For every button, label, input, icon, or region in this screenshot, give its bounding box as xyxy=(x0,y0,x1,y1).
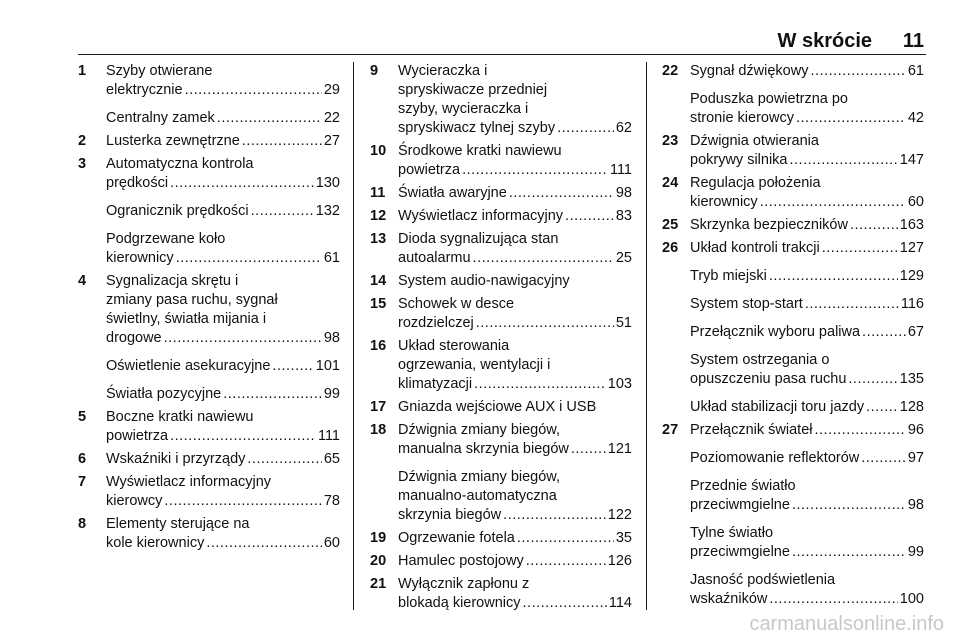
entry-text-line: Schowek w desce xyxy=(398,296,515,312)
entry-page-line xyxy=(106,202,340,221)
entry-text: kierownicy xyxy=(106,250,174,266)
entry-page-line xyxy=(106,81,340,100)
entry-number: 15 xyxy=(370,296,387,312)
entry-page-line xyxy=(690,267,924,286)
index-entry xyxy=(662,449,924,468)
index-entry xyxy=(78,132,340,151)
entry-page-line xyxy=(690,370,924,389)
entry-page-line xyxy=(398,184,632,203)
entry-text-line: Regulacja położenia xyxy=(690,175,821,191)
entry-text: drogowe xyxy=(106,330,162,346)
column-divider xyxy=(646,62,647,610)
index-entry xyxy=(662,174,924,212)
leader-dots xyxy=(810,62,905,81)
entry-text: Poziomowanie reflektorów xyxy=(690,450,860,466)
entry-number: 7 xyxy=(78,474,87,490)
leader-dots xyxy=(796,109,906,128)
entry-page-line xyxy=(690,151,924,170)
index-entry xyxy=(370,337,632,394)
leader-dots xyxy=(792,543,906,562)
entry-text: powietrza xyxy=(398,162,461,178)
leader-dots xyxy=(509,184,614,203)
index-entry xyxy=(370,207,632,226)
entry-number: 13 xyxy=(370,231,387,247)
entry-text: skrzynia biegów xyxy=(398,507,502,523)
index-entry xyxy=(662,216,924,235)
entry-page-line xyxy=(690,323,924,342)
index-entry xyxy=(370,184,632,203)
entry-page-line xyxy=(106,109,340,128)
entry-text: Układ kontroli trakcji xyxy=(690,240,820,256)
leader-dots xyxy=(170,174,314,193)
entry-text-line: Układ sterowania xyxy=(398,338,510,354)
entry-number: 27 xyxy=(662,422,679,438)
entry-text-line: spryskiwacze przedniej xyxy=(398,82,548,98)
entry-page-line xyxy=(690,239,924,258)
entry-text: Tryb miejski xyxy=(690,268,767,284)
entry-text-line: Boczne kratki nawiewu xyxy=(106,409,254,425)
index-entry xyxy=(370,552,632,571)
entry-text-line: Tylne światło xyxy=(690,525,774,541)
index-entry xyxy=(78,450,340,469)
entry-number: 14 xyxy=(370,273,387,289)
leader-dots xyxy=(473,249,614,268)
entry-text: Układ stabilizacji toru jazdy xyxy=(690,399,865,415)
entry-text: klimatyzacji xyxy=(398,376,473,392)
entry-page-line xyxy=(398,119,632,138)
leader-dots xyxy=(866,398,898,417)
index-entry xyxy=(662,132,924,170)
entry-page-ref: 99 xyxy=(323,386,340,402)
entry-page-ref: 101 xyxy=(315,358,340,374)
entry-text-line: System audio-nawigacyjny xyxy=(398,273,570,289)
entry-text-line: Przednie światło xyxy=(690,478,796,494)
entry-text-line: ogrzewania, wentylacji i xyxy=(398,357,551,373)
entry-page-ref: 127 xyxy=(899,240,924,256)
entry-text-line: Środkowe kratki nawiewu xyxy=(398,143,562,159)
entry-page-line xyxy=(398,375,632,394)
index-entry xyxy=(78,202,340,221)
page-header xyxy=(78,26,926,55)
entry-text: Przełącznik wyboru paliwa xyxy=(690,324,861,340)
index-entry xyxy=(370,230,632,268)
index-entry xyxy=(78,109,340,128)
entry-text: Oświetlenie asekuracyjne xyxy=(106,358,271,374)
column-divider xyxy=(353,62,354,610)
entry-page-ref: 27 xyxy=(323,133,340,149)
entry-page-line xyxy=(398,506,632,525)
entry-page-ref: 67 xyxy=(907,324,924,340)
entry-number: 25 xyxy=(662,217,679,233)
entry-page-ref: 111 xyxy=(609,162,632,178)
entry-number: 22 xyxy=(662,63,679,79)
entry-text: elektrycznie xyxy=(106,82,183,98)
entry-text: Ogrzewanie fotela xyxy=(398,530,515,546)
entry-number: 9 xyxy=(370,63,379,79)
entry-page-ref: 98 xyxy=(323,330,340,346)
entry-number: 4 xyxy=(78,273,87,289)
entry-page-ref: 83 xyxy=(615,208,632,224)
entry-text: manualna skrzynia biegów xyxy=(398,441,569,457)
leader-dots xyxy=(571,440,606,459)
entry-page-ref: 122 xyxy=(607,507,632,523)
leader-dots xyxy=(760,193,906,212)
leader-dots xyxy=(251,202,314,221)
entry-text-line: zmiany pasa ruchu, sygnał xyxy=(106,292,278,308)
index-entry xyxy=(78,515,340,553)
leader-dots xyxy=(474,375,606,394)
entry-page-ref: 60 xyxy=(907,194,924,210)
index-entry xyxy=(370,272,632,291)
entry-text: Wyświetlacz informacyjny xyxy=(398,208,564,224)
entry-page-ref: 126 xyxy=(607,553,632,569)
entry-text-line: szyby, wycieraczka i xyxy=(398,101,529,117)
entry-page-line xyxy=(690,398,924,417)
entry-page-line xyxy=(690,216,924,235)
index-entry xyxy=(370,529,632,548)
leader-dots xyxy=(861,449,906,468)
entry-page-line xyxy=(398,314,632,333)
leader-dots xyxy=(769,590,897,609)
entry-text-line: Wycieraczka i xyxy=(398,63,488,79)
index-entry xyxy=(662,571,924,609)
entry-page-ref: 22 xyxy=(323,110,340,126)
entry-text: Skrzynka bezpieczników xyxy=(690,217,848,233)
leader-dots xyxy=(476,314,614,333)
entry-page-ref: 130 xyxy=(315,175,340,191)
entry-number: 17 xyxy=(370,399,387,415)
entry-number: 26 xyxy=(662,240,679,256)
leader-dots xyxy=(170,427,316,446)
entry-page-ref: 116 xyxy=(900,296,924,312)
leader-dots xyxy=(862,323,906,342)
entry-page-ref: 97 xyxy=(907,450,924,466)
entry-page-ref: 61 xyxy=(907,63,924,79)
entry-number: 2 xyxy=(78,133,87,149)
leader-dots xyxy=(565,207,614,226)
entry-text: pokrywy silnika xyxy=(690,152,788,168)
entry-page-line xyxy=(106,385,340,404)
entry-number: 6 xyxy=(78,451,87,467)
entry-page-line xyxy=(398,529,632,548)
page-title: W skrócie xyxy=(777,30,872,52)
leader-dots xyxy=(164,329,322,348)
entry-text: stronie kierowcy xyxy=(690,110,794,126)
entry-number: 8 xyxy=(78,516,87,532)
entry-page-ref: 98 xyxy=(907,497,924,513)
entry-text: Wskaźniki i przyrządy xyxy=(106,451,246,467)
index-entry xyxy=(370,62,632,138)
entry-page-line xyxy=(690,543,924,562)
index-entry xyxy=(370,142,632,180)
leader-dots xyxy=(822,239,898,258)
index-entry xyxy=(78,473,340,511)
leader-dots xyxy=(217,109,322,128)
entry-page-ref: 62 xyxy=(615,120,632,136)
entry-page-ref: 121 xyxy=(607,441,632,457)
leader-dots xyxy=(517,529,614,548)
entry-text: prędkości xyxy=(106,175,169,191)
entry-number: 11 xyxy=(370,185,386,201)
leader-dots xyxy=(223,385,322,404)
page-number: 11 xyxy=(902,30,924,52)
leader-dots xyxy=(850,216,898,235)
entry-text-line: świetlny, światła mijania i xyxy=(106,311,267,327)
entry-page-line xyxy=(106,329,340,348)
index-entry xyxy=(78,155,340,193)
leader-dots xyxy=(164,492,321,511)
entry-page-ref: 147 xyxy=(899,152,924,168)
leader-dots xyxy=(805,295,899,314)
leader-dots xyxy=(792,496,906,515)
entry-page-ref: 111 xyxy=(317,428,340,444)
leader-dots xyxy=(242,132,322,151)
leader-dots xyxy=(557,119,614,138)
entry-page-ref: 29 xyxy=(323,82,340,98)
entry-page-line xyxy=(106,249,340,268)
entry-page-line xyxy=(690,421,924,440)
entry-page-ref: 163 xyxy=(899,217,924,233)
index-entry xyxy=(78,272,340,348)
index-entry xyxy=(662,295,924,314)
index-entry xyxy=(78,385,340,404)
entry-text-line: Elementy sterujące na xyxy=(106,516,250,532)
leader-dots xyxy=(790,151,898,170)
entry-text: rozdzielczej xyxy=(398,315,474,331)
leader-dots xyxy=(176,249,322,268)
entry-page-ref: 51 xyxy=(615,315,632,331)
entry-text: kierownicy xyxy=(690,194,758,210)
entry-number: 3 xyxy=(78,156,87,172)
entry-page-line xyxy=(106,132,340,151)
entry-page-ref: 129 xyxy=(899,268,924,284)
leader-dots xyxy=(185,81,322,100)
index-column-2 xyxy=(370,62,632,617)
entry-text: Światła awaryjne xyxy=(398,185,507,201)
entry-page-line xyxy=(106,450,340,469)
entry-text: Centralny zamek xyxy=(106,110,215,126)
index-entry xyxy=(370,295,632,333)
entry-page-ref: 128 xyxy=(899,399,924,415)
leader-dots xyxy=(462,161,608,180)
index-entry xyxy=(370,398,632,417)
entry-page-ref: 135 xyxy=(899,371,924,387)
entry-number: 12 xyxy=(370,208,387,224)
leader-dots xyxy=(206,534,322,553)
index-entry xyxy=(78,230,340,268)
entry-number: 5 xyxy=(78,409,87,425)
entry-text-line: System ostrzegania o xyxy=(690,352,830,368)
index-entry xyxy=(370,575,632,613)
entry-page-line xyxy=(106,492,340,511)
entry-page-line xyxy=(690,449,924,468)
entry-page-line xyxy=(690,496,924,515)
entry-page-line xyxy=(398,161,632,180)
entry-page-line xyxy=(106,427,340,446)
entry-page-ref: 78 xyxy=(323,493,340,509)
entry-number: 10 xyxy=(370,143,387,159)
entry-text-line: Wyświetlacz informacyjny xyxy=(106,474,272,490)
entry-page-ref: 132 xyxy=(315,203,340,219)
watermark: carmanualsonline.info xyxy=(749,613,944,635)
index-column-1 xyxy=(78,62,340,557)
entry-text-line: Dioda sygnalizująca stan xyxy=(398,231,559,247)
leader-dots xyxy=(523,594,607,613)
entry-text: kierowcy xyxy=(106,493,163,509)
index-entry xyxy=(662,351,924,389)
leader-dots xyxy=(848,370,897,389)
entry-number: 23 xyxy=(662,133,679,149)
entry-number: 1 xyxy=(78,63,87,79)
entry-page-line xyxy=(690,109,924,128)
entry-text-line: Dźwignia zmiany biegów, xyxy=(398,469,560,485)
entry-page-line xyxy=(398,207,632,226)
entry-text: Lusterka zewnętrzne xyxy=(106,133,240,149)
index-entry xyxy=(662,239,924,258)
leader-dots xyxy=(247,450,321,469)
entry-page-ref: 61 xyxy=(323,250,340,266)
entry-number: 16 xyxy=(370,338,387,354)
entry-text: blokadą kierownicy xyxy=(398,595,521,611)
entry-page-ref: 65 xyxy=(323,451,340,467)
entry-number: 21 xyxy=(370,576,387,592)
entry-text-line: Automatyczna kontrola xyxy=(106,156,254,172)
entry-page-line xyxy=(398,594,632,613)
entry-page-line xyxy=(106,357,340,376)
entry-number: 20 xyxy=(370,553,387,569)
entry-text: Światła pozycyjne xyxy=(106,386,222,402)
entry-page-line xyxy=(106,174,340,193)
entry-text-line: Dźwignia zmiany biegów, xyxy=(398,422,560,438)
leader-dots xyxy=(503,506,606,525)
entry-page-ref: 96 xyxy=(907,422,924,438)
entry-text: przeciwmgielne xyxy=(690,497,790,513)
index-entry xyxy=(78,357,340,376)
index-entry xyxy=(662,62,924,81)
index-entry xyxy=(662,524,924,562)
entry-text-line: Gniazda wejściowe AUX i USB xyxy=(398,399,597,415)
entry-page-ref: 35 xyxy=(615,530,632,546)
entry-page-line xyxy=(690,295,924,314)
entry-text-line: Podgrzewane koło xyxy=(106,231,226,247)
entry-text: Sygnał dźwiękowy xyxy=(690,63,809,79)
entry-page-ref: 100 xyxy=(899,591,924,607)
entry-page-line xyxy=(398,249,632,268)
index-entry xyxy=(78,62,340,100)
index-entry xyxy=(662,398,924,417)
entry-page-ref: 42 xyxy=(907,110,924,126)
index-column-3 xyxy=(662,62,924,613)
entry-text-line: Szyby otwierane xyxy=(106,63,213,79)
entry-page-ref: 25 xyxy=(615,250,632,266)
entry-number: 18 xyxy=(370,422,387,438)
entry-text-line: Poduszka powietrzna po xyxy=(690,91,848,107)
entry-text: System stop-start xyxy=(690,296,803,312)
entry-text: przeciwmgielne xyxy=(690,544,790,560)
index-entry xyxy=(662,90,924,128)
entry-text: powietrza xyxy=(106,428,169,444)
leader-dots xyxy=(769,267,898,286)
leader-dots xyxy=(272,357,313,376)
leader-dots xyxy=(815,421,906,440)
index-entry xyxy=(662,267,924,286)
entry-page-ref: 103 xyxy=(607,376,632,392)
index-entry xyxy=(370,468,632,525)
entry-text: opuszczeniu pasa ruchu xyxy=(690,371,847,387)
entry-text: spryskiwacz tylnej szyby xyxy=(398,120,556,136)
entry-text: Hamulec postojowy xyxy=(398,553,524,569)
entry-text: autoalarmu xyxy=(398,250,471,266)
entry-page-line xyxy=(690,590,924,609)
entry-text-line: Wyłącznik zapłonu z xyxy=(398,576,530,592)
entry-text-line: manualno-automatyczna xyxy=(398,488,557,504)
entry-page-ref: 98 xyxy=(615,185,632,201)
index-entry xyxy=(662,477,924,515)
index-entry xyxy=(662,323,924,342)
index-entry xyxy=(370,421,632,459)
entry-text: wskaźników xyxy=(690,591,768,607)
index-entry xyxy=(78,408,340,446)
leader-dots xyxy=(526,552,606,571)
entry-text-line: Dźwignia otwierania xyxy=(690,133,819,149)
entry-text-line: Sygnalizacja skrętu i xyxy=(106,273,239,289)
entry-text-line: Jasność podświetlenia xyxy=(690,572,836,588)
entry-page-line xyxy=(690,62,924,81)
entry-page-line xyxy=(690,193,924,212)
entry-text: Przełącznik świateł xyxy=(690,422,813,438)
entry-number: 24 xyxy=(662,175,679,191)
entry-number: 19 xyxy=(370,530,387,546)
entry-page-line xyxy=(106,534,340,553)
entry-text: kole kierownicy xyxy=(106,535,205,551)
entry-page-line xyxy=(398,440,632,459)
entry-page-line xyxy=(398,552,632,571)
entry-page-ref: 99 xyxy=(907,544,924,560)
entry-text: Ogranicznik prędkości xyxy=(106,203,249,219)
entry-page-ref: 114 xyxy=(608,595,632,611)
entry-page-ref: 60 xyxy=(323,535,340,551)
index-entry xyxy=(662,421,924,440)
